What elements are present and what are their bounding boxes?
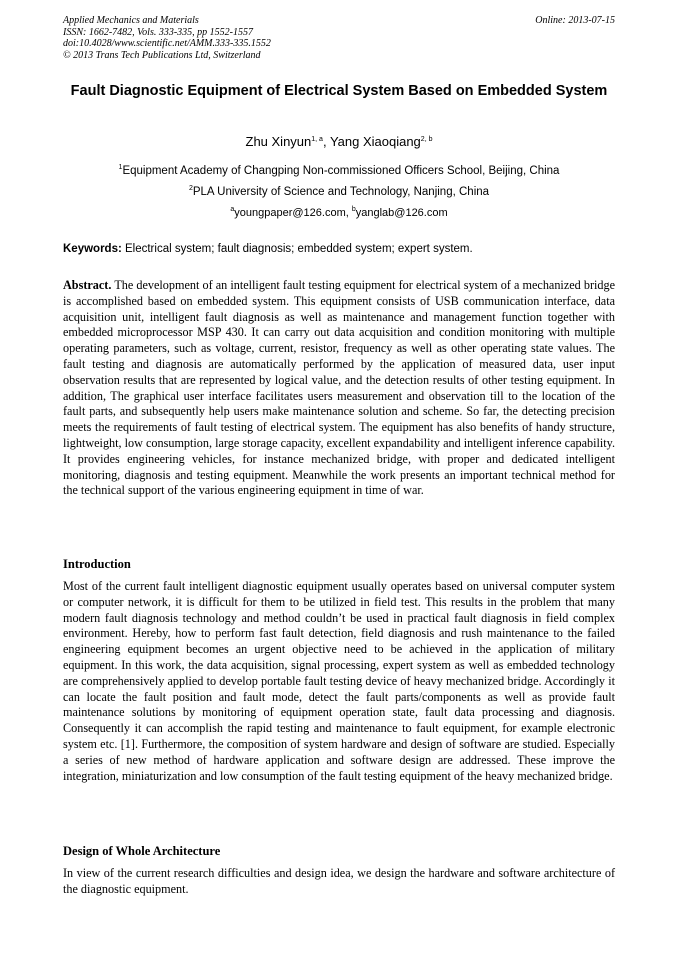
introduction-heading: Introduction — [63, 557, 131, 571]
email-a-sup: a — [230, 206, 235, 213]
doi-line: doi:10.4028/www.scientific.net/AMM.333-335.1552 — [63, 38, 271, 49]
keywords-label: Keywords: — [63, 243, 122, 255]
journal-header — [63, 15, 615, 61]
affiliation-2-text: PLA University of Science and Technology, Nanjing, China — [192, 186, 490, 198]
affiliation-2 — [63, 185, 615, 199]
author-emails — [63, 206, 615, 220]
keywords-text: Electrical system; fault diagnosis; embedded system; expert system. — [121, 243, 473, 255]
affiliation-1 — [63, 164, 615, 178]
author-line — [63, 133, 615, 150]
author-2-sup: 2, b — [420, 136, 433, 143]
online-date: Online: 2013-07-15 — [535, 15, 615, 26]
author-1: Zhu Xinyun — [245, 134, 312, 149]
design-heading: Design of Whole Architecture — [63, 844, 221, 858]
abstract — [63, 278, 615, 499]
email-a: youngpaper@126.com, — [234, 207, 352, 219]
paper-title: Fault Diagnostic Equipment of Electrical System Based on Embedded System — [70, 83, 608, 99]
journal-name: Applied Mechanics and Materials — [63, 15, 199, 26]
abstract-label: Abstract. — [63, 278, 112, 292]
author-separator: , — [322, 134, 330, 149]
affiliation-2-sup: 2 — [188, 185, 193, 192]
author-1-sup: 1, a — [311, 136, 323, 143]
copyright-line: © 2013 Trans Tech Publications Ltd, Switzerland — [63, 49, 261, 61]
email-b: yanglab@126.com — [355, 207, 448, 219]
issn-line: ISSN: 1662-7482, Vols. 333-335, pp 1552-1557 — [63, 26, 253, 38]
email-b-sup: b — [351, 206, 356, 213]
affiliation-1-sup: 1 — [118, 164, 123, 171]
introduction-text: Most of the current fault intelligent diagnostic equipment usually operates based on universal computer system or computer network, it is difficult for them to be utilized in field test. This results in the problem that many modern fault diagnosis technology and method couldn’t be used in practical fault diagnosis in field complex environment. Hereby, how to perform fast fault detection, field diagnosis and rush maintenance to the failed engineering equipment becomes an urgent objective need to be achieved in the application of military equipment. In this work, the data acquisition, signal processing, expert system as well as embedded technology are comprehensively applied to develop portable fault testing device of heavy mechanized bridge. Accordingly it can locate the fault position and fault mode, detect the fault parts/components as well as provide fault maintenance solutions by monitoring of equipment operation state, fault data processing and diagnosis. Consequently it can accomplish the rapid testing and maintenance to fault equipment, for example electronic system etc. [1]. Furthermore, the composition of system hardware and design of software are studied. Especially a series of new method of hardware application and software design are addressed. These improve the integration, miniaturization and low consumption of the fault testing equipment of the heavy mechanized bridge. — [63, 579, 615, 783]
keywords — [63, 242, 615, 256]
abstract-text: The development of an intelligent fault testing equipment for electrical system of a mechanized bridge is accomplished based on embedded system. This equipment consists of USB communication interface, data acquisition unit, intelligent fault diagnosis as well as maintenance and management function together with embedded microprocessor MSP 430. It can carry out data acquisition and condition monitoring with multiple operating parameters, such as voltage, current, resistor, frequency as well as other operating state values. The fault testing and diagnosis are automatically performed by the application of measured data, user input observation results that are represented by logical value, and the detection results of other testing equipment. In addition, The graphical user interface facilitates users measurement and observation till to the location of the fault parts, and subsequently help users make maintenance solution and scheme. So far, the detecting precision meets the requirements of fault testing of electrical system. The equipment has also benefits of handy structure, lightweight, low consumption, large storage capacity, excellent expandability and intelligent inference capability. It provides engineering vehicles, for instance mechanized bridge, with proper and dedicated intelligent monitoring, diagnosis and testing equipment. Meanwhile the work presents an important technical method for the technical support of the various engineering equipment in time of war. — [63, 278, 615, 498]
affiliation-1-text: Equipment Academy of Changping Non-commissioned Officers School, Beijing, China — [122, 165, 560, 177]
author-2: Yang Xiaoqiang — [329, 134, 421, 149]
design-text: In view of the current research difficulties and design idea, we design the hardware and software architecture of the diagnostic equipment. — [63, 866, 615, 896]
